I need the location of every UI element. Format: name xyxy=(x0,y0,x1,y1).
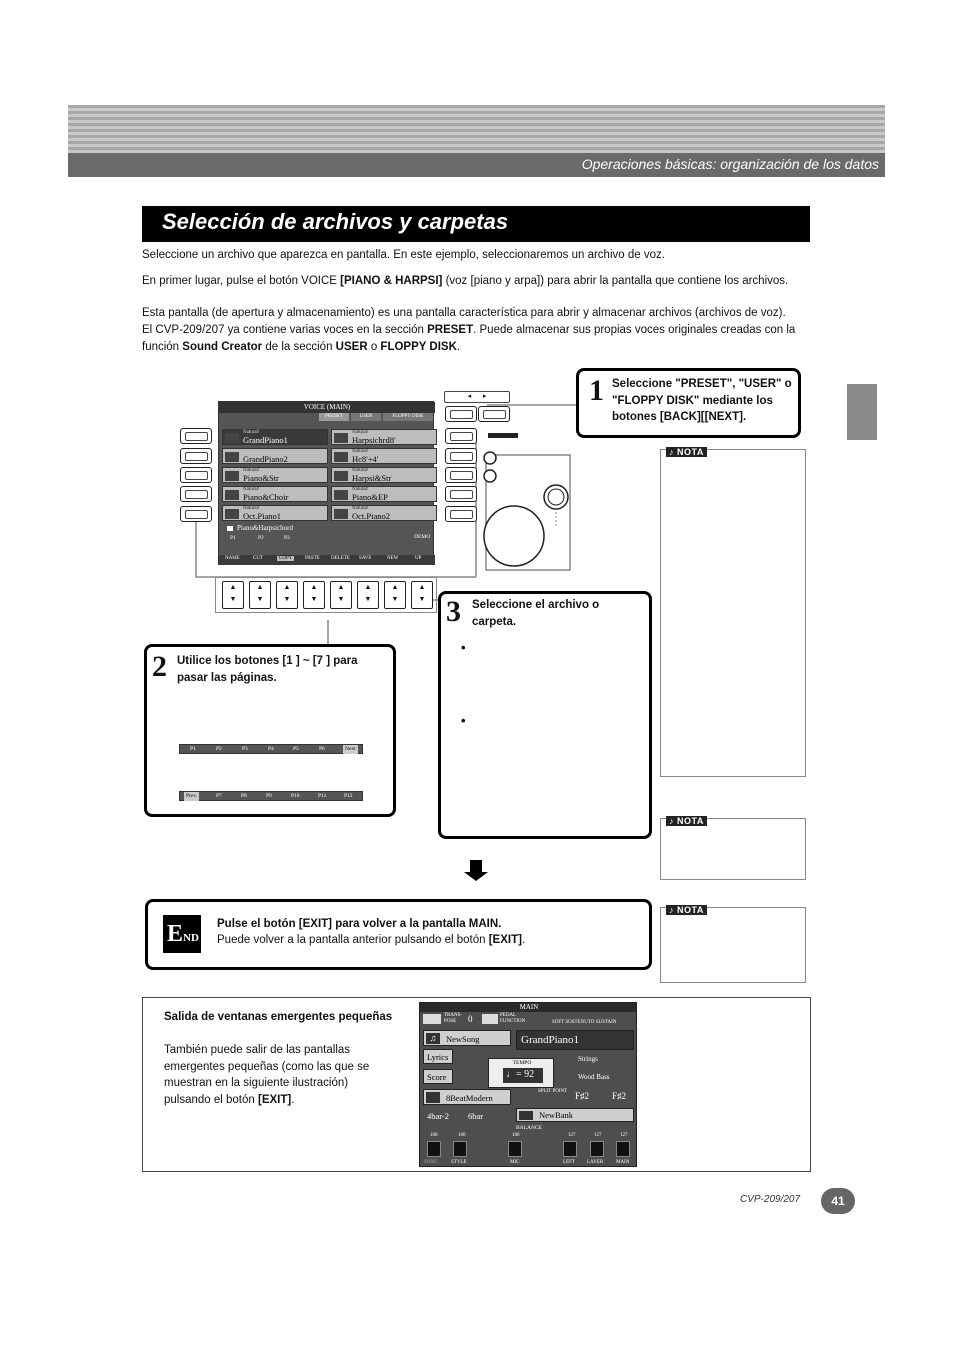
balance-label: BALANCE xyxy=(516,1125,542,1131)
harpsichord-icon xyxy=(334,471,348,481)
voice-item[interactable]: Natural! Hc8'+4' xyxy=(331,448,437,464)
fader-mic[interactable] xyxy=(508,1141,522,1157)
voice-item[interactable]: Natural! Oct.Piano1 xyxy=(222,505,328,521)
step-3-text: Seleccione el archivo o carpeta. xyxy=(472,599,600,628)
nota-label-1: ♪ NOTA xyxy=(666,447,707,457)
piano-icon xyxy=(225,509,239,519)
nota-box-1 xyxy=(660,449,806,777)
voice-item[interactable]: Natural! GrandPiano1 xyxy=(222,429,328,445)
button-row-frame xyxy=(215,577,437,613)
popup-heading: Salida de ventanas emergentes pequeñas xyxy=(164,1011,393,1023)
voice-lcd-screen xyxy=(218,401,434,565)
style-icon xyxy=(426,1092,440,1103)
score-button[interactable]: Score xyxy=(423,1069,453,1084)
left-select-button-e[interactable] xyxy=(180,506,212,522)
keyboard-icon xyxy=(423,1014,441,1024)
tab-user[interactable]: USER xyxy=(351,413,381,421)
left-select-button-b[interactable] xyxy=(180,448,212,464)
piano-icon xyxy=(334,509,348,519)
next-button[interactable] xyxy=(478,406,510,422)
page-strip-second: Prev. P7 P8 P9 P10 P11 P12 xyxy=(179,791,363,801)
button-1[interactable]: ▲ ▼ xyxy=(222,581,244,609)
fader-main[interactable] xyxy=(616,1141,630,1157)
voice-item[interactable]: Natural! Oct.Piano2 xyxy=(331,505,437,521)
intro-paragraph-2: En primer lugar, pulse el botón VOICE [PIANO & HARPSI] (voz [piano y arpa]) para abrir la pantalla que contiene los archivos. xyxy=(142,275,789,287)
left-select-button-a[interactable] xyxy=(180,428,212,444)
step-3-bullet-1: • xyxy=(461,640,466,655)
lcd-page-tabs: P1 P2 P3 xyxy=(230,535,290,541)
harpsichord-icon xyxy=(334,433,348,443)
voice-item[interactable]: Natural! Piano&Str xyxy=(222,467,328,483)
page-title: Selección de archivos y carpetas xyxy=(162,209,509,234)
folder-icon xyxy=(227,526,233,531)
button-5[interactable]: ▲ ▼ xyxy=(330,581,352,609)
step-3-number: 3 xyxy=(446,595,461,628)
main-lcd-screen: MAIN TRANS-POSE 0 PEDAL FUNCTION SOFT SOSTENUTO SUSTAIN ♫ NewSong Lyrics Score GrandPiano1 TEMPO ♩= 92 Strings Wood Bass 8BeatModern SPLIT POINT F♯2 F♯2 4bar-2 6bar NewBank BALANCE 100 100 100 127 127 127 SONG STYLE MIC LEFT LAYER MAIN xyxy=(419,1002,637,1167)
step-3-bullet-2: • xyxy=(461,713,466,728)
button-7[interactable]: ▲ ▼ xyxy=(384,581,406,609)
nota-box-2 xyxy=(660,818,806,880)
right-select-button-i[interactable] xyxy=(445,486,477,502)
button-2[interactable]: ▲ ▼ xyxy=(249,581,271,609)
voice-box[interactable]: GrandPiano1 xyxy=(516,1030,634,1050)
end-icon: END xyxy=(163,915,201,953)
bank-icon xyxy=(519,1111,533,1120)
button-8[interactable]: ▲ ▼ xyxy=(411,581,433,609)
left-select-button-d[interactable] xyxy=(180,486,212,502)
popup-text: También puede salir de las pantallas emergentes pequeñas (como las que se muestran en la siguiente ilustración) pulsando el botón [EXIT]. xyxy=(164,1044,370,1106)
page-strip-first: P1 P2 P3 P4 P5 P6 Next xyxy=(179,744,363,754)
end-instruction: Pulse el botón [EXIT] para volver a la pantalla MAIN. xyxy=(217,918,502,930)
footer-model: CVP-209/207 xyxy=(740,1194,801,1205)
nota-label-2: ♪ NOTA xyxy=(666,816,707,826)
left-select-button-c[interactable] xyxy=(180,467,212,483)
piano-icon xyxy=(225,452,239,462)
intro-paragraph-1: Seleccione un archivo que aparezca en pantalla. En este ejemplo, seleccionaremos un archivo de voz. xyxy=(142,249,665,261)
piano-icon xyxy=(225,490,239,500)
voice-item[interactable]: Natural! Harpsichrd8' xyxy=(331,429,437,445)
tab-preset[interactable]: PRESET xyxy=(319,413,349,421)
fader-layer[interactable] xyxy=(590,1141,604,1157)
lyrics-button[interactable]: Lyrics xyxy=(423,1049,453,1064)
back-next-arrows: ◂ ▸ xyxy=(444,391,510,403)
registration-bank-box[interactable]: NewBank xyxy=(516,1108,634,1122)
right-select-button-g[interactable] xyxy=(445,448,477,464)
pedal-icon xyxy=(482,1014,498,1024)
main-lcd-title: MAIN xyxy=(420,1003,637,1012)
voice-item[interactable]: Natural! Piano&EP xyxy=(331,486,437,502)
folder-path: Piano&Harpsichord xyxy=(237,524,293,532)
piano-icon xyxy=(225,471,239,481)
nota-box-3 xyxy=(660,907,806,983)
lcd-title: VOICE (MAIN) xyxy=(219,402,435,413)
fader-left[interactable] xyxy=(563,1141,577,1157)
music-note-icon: ♫ xyxy=(426,1033,440,1044)
intro-paragraph-3: Esta pantalla (de apertura y almacenamiento) es una pantalla característica para abrir y almacenar archivos (archivos de voz). xyxy=(142,307,786,319)
piano-icon xyxy=(225,433,239,443)
voice-item[interactable]: Natural! Harpsi&Str xyxy=(331,467,437,483)
button-4[interactable]: ▲ ▼ xyxy=(303,581,325,609)
step-2-number: 2 xyxy=(152,650,167,683)
style-box[interactable]: 8BeatModern xyxy=(423,1089,511,1105)
step-1-text: Seleccione "PRESET", "USER" o "FLOPPY DISK" mediante los botones [BACK][[NEXT]. xyxy=(612,378,792,423)
lcd-function-row: NAME CUT COPY PASTE DELETE SAVE NEW UP xyxy=(219,555,435,565)
fader-style[interactable] xyxy=(453,1141,467,1157)
step-1-number: 1 xyxy=(589,374,604,407)
page-number: 41 xyxy=(821,1188,855,1214)
button-6[interactable]: ▲ ▼ xyxy=(357,581,379,609)
end-subtext: Puede volver a la pantalla anterior pulsando el botón [EXIT]. xyxy=(217,934,526,946)
intro-paragraph-4: El CVP-209/207 ya contiene varias voces en la sección PRESET. Puede almacenar sus propias voces originales creadas con la función Sound Creator de la sección USER o FLOPPY DISK. xyxy=(142,324,796,353)
harpsichord-icon xyxy=(334,452,348,462)
tab-floppy-disk[interactable]: FLOPPY DISK xyxy=(383,413,433,421)
fader-song[interactable] xyxy=(427,1141,441,1157)
piano-icon xyxy=(334,490,348,500)
song-box[interactable]: ♫ NewSong xyxy=(423,1030,511,1046)
right-select-button-f[interactable] xyxy=(445,428,477,444)
voice-item[interactable]: GrandPiano2 xyxy=(222,448,328,464)
nota-label-3: ♪ NOTA xyxy=(666,905,707,915)
demo-label: DEMO xyxy=(414,534,431,540)
right-select-button-h[interactable] xyxy=(445,467,477,483)
step-2-text: Utilice los botones [1 ] ~ [7 ] para pasar las páginas. xyxy=(177,655,358,684)
voice-item[interactable]: Natural! Piano&Choir xyxy=(222,486,328,502)
button-3[interactable]: ▲ ▼ xyxy=(276,581,298,609)
back-button[interactable] xyxy=(445,406,477,422)
lcd-tabs xyxy=(319,413,433,421)
right-select-button-j[interactable] xyxy=(445,506,477,522)
header-section-title: Operaciones básicas: organización de los datos xyxy=(581,156,879,172)
tempo-popup: TEMPO ♩= 92 xyxy=(488,1058,554,1088)
